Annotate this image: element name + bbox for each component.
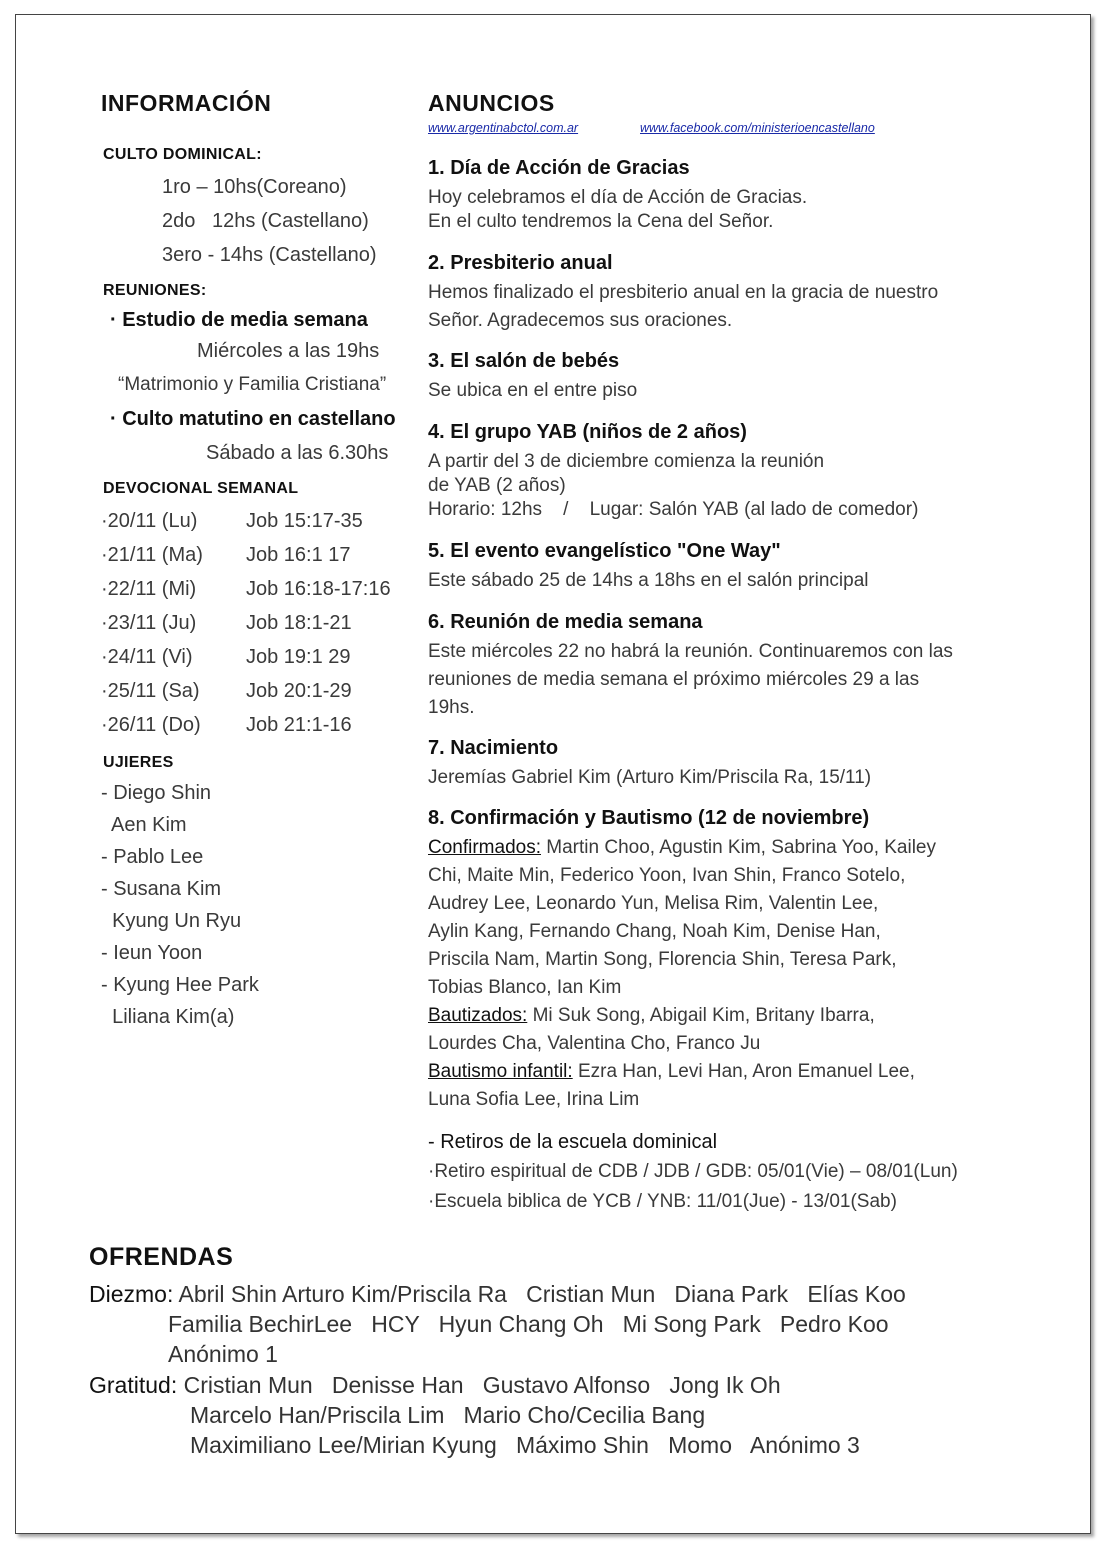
- confirmados-names: Chi, Maite Min, Federico Yoon, Ivan Shin, Franco Sotelo,: [428, 865, 906, 886]
- anuncio-1-text: Hoy celebramos el día de Acción de Gracias.: [428, 187, 808, 208]
- gratitud-names: Cristian Mun Denisse Han Gustavo Alfonso Jong Ik Oh: [177, 1372, 781, 1398]
- anuncios-title: ANUNCIOS: [428, 90, 555, 116]
- confirmados-names: Tobias Blanco, Ian Kim: [428, 977, 622, 998]
- reunion-1-time: Miércoles a las 19hs: [197, 340, 380, 362]
- confirmados-line: [428, 837, 936, 859]
- retiros-line: ·Retiro espiritual de CDB / JDB / GDB: 05/01(Vie) – 08/01(Lun): [428, 1161, 958, 1182]
- ujier-line: - Ieun Yoon: [101, 942, 203, 964]
- anuncio-4-title: 4. El grupo YAB (niños de 2 años): [428, 421, 747, 443]
- website-link[interactable]: www.argentinabctol.com.ar: [428, 121, 579, 135]
- facebook-link[interactable]: www.facebook.com/ministerioencastellano: [640, 121, 875, 135]
- gratitud-names: Maximiliano Lee/Mirian Kyung Máximo Shin Momo Anónimo 3: [190, 1432, 860, 1458]
- confirmados-names: Aylin Kang, Fernando Chang, Noah Kim, Denise Han,: [428, 921, 881, 942]
- ujier-line: Liliana Kim(a): [101, 1006, 235, 1028]
- bautizados-line: [428, 1005, 875, 1027]
- bautizados-names: Lourdes Cha, Valentina Cho, Franco Ju: [428, 1033, 761, 1054]
- devocional-ref: Job 19:1 29: [246, 646, 351, 668]
- devocional-ref: Job 16:18-17:16: [246, 578, 391, 600]
- anuncio-2-title: 2. Presbiterio anual: [428, 252, 613, 274]
- culto-item-2: 2do 12hs (Castellano): [162, 210, 369, 232]
- reunion-2-title: · Culto matutino en castellano: [110, 408, 396, 430]
- ujier-line: - Susana Kim: [101, 878, 222, 900]
- diezmo-names: Abril Shin Arturo Kim/Priscila Ra Cristian Mun Diana Park Elías Koo: [173, 1281, 906, 1307]
- devocional-day: ·24/11 (Vi): [101, 646, 193, 668]
- ujier-line: Aen Kim: [101, 814, 187, 836]
- anuncio-3-text: Se ubica en el entre piso: [428, 380, 638, 401]
- devocional-day: ·25/11 (Sa): [101, 680, 200, 702]
- gratitud-names: Marcelo Han/Priscila Lim Mario Cho/Cecilia Bang: [190, 1402, 706, 1428]
- devocional-day: ·23/11 (Ju): [101, 612, 197, 634]
- bautismo-infantil-names: Ezra Han, Levi Han, Aron Emanuel Lee,: [572, 1061, 915, 1082]
- devocional-day: ·20/11 (Lu): [101, 510, 198, 532]
- confirmados-names: Priscila Nam, Martin Song, Florencia Shin, Teresa Park,: [428, 949, 897, 970]
- reuniones-heading: REUNIONES:: [103, 282, 207, 299]
- devocional-ref: Job 16:1 17: [246, 544, 351, 566]
- ujieres-heading: UJIERES: [103, 754, 174, 771]
- info-title: INFORMACIÓN: [101, 90, 272, 116]
- anuncio-8-title: 8. Confirmación y Bautismo (12 de noviembre): [428, 807, 870, 829]
- anuncio-6-text: reuniones de media semana el próximo miércoles 29 a las: [428, 669, 920, 690]
- devocional-ref: Job 20:1-29: [246, 680, 352, 702]
- diezmo-names: Familia BechirLee HCY Hyun Chang Oh Mi Song Park Pedro Koo: [168, 1311, 889, 1337]
- devocional-heading: DEVOCIONAL SEMANAL: [103, 480, 299, 497]
- bautismo-infantil-names: Luna Sofia Lee, Irina Lim: [428, 1089, 640, 1110]
- anuncio-7-title: 7. Nacimiento: [428, 737, 559, 759]
- culto-item-3: 3ero - 14hs (Castellano): [162, 244, 377, 266]
- devocional-day: ·22/11 (Mi): [101, 578, 197, 600]
- devocional-ref: Job 15:17-35: [246, 510, 363, 532]
- ujier-line: - Kyung Hee Park: [101, 974, 259, 996]
- retiros-title: - Retiros de la escuela dominical: [428, 1131, 718, 1153]
- reunion-1-title: · Estudio de media semana: [110, 309, 368, 331]
- anuncio-5-title: 5. El evento evangelístico "One Way": [428, 540, 781, 562]
- confirmados-label: Confirmados:: [428, 837, 541, 858]
- anuncio-2-text: Hemos finalizado el presbiterio anual en la gracia de nuestro: [428, 282, 939, 303]
- gratitud-line: [89, 1372, 781, 1399]
- diezmo-label: Diezmo:: [89, 1281, 174, 1307]
- bautizados-label: Bautizados:: [428, 1005, 528, 1026]
- anuncio-1-text: En el culto tendremos la Cena del Señor.: [428, 211, 774, 232]
- confirmados-names: Martin Choo, Agustin Kim, Sabrina Yoo, Kailey: [541, 837, 937, 858]
- anuncio-4-text: de YAB (2 años): [428, 475, 566, 496]
- anuncio-4-text: Horario: 12hs / Lugar: Salón YAB (al lado de comedor): [428, 499, 919, 520]
- ujier-line: - Diego Shin: [101, 782, 212, 804]
- diezmo-line: [89, 1281, 906, 1308]
- anuncio-3-title: 3. El salón de bebés: [428, 350, 620, 372]
- devocional-ref: Job 18:1-21: [246, 612, 352, 634]
- bautizados-names: Mi Suk Song, Abigail Kim, Britany Ibarra,: [527, 1005, 875, 1026]
- gratitud-label: Gratitud:: [89, 1372, 178, 1398]
- ujier-line: - Pablo Lee: [101, 846, 204, 868]
- reunion-1-desc: “Matrimonio y Familia Cristiana”: [118, 374, 387, 395]
- anuncio-6-text: 19hs.: [428, 697, 475, 718]
- bautismo-infantil-line: [428, 1061, 915, 1083]
- devocional-day: ·26/11 (Do): [101, 714, 201, 736]
- ujier-line: Kyung Un Ryu: [101, 910, 242, 932]
- devocional-ref: Job 21:1-16: [246, 714, 352, 736]
- anuncio-4-text: A partir del 3 de diciembre comienza la reunión: [428, 451, 825, 472]
- anuncio-6-title: 6. Reunión de media semana: [428, 611, 703, 633]
- culto-heading: CULTO DOMINICAL:: [103, 146, 262, 163]
- reunion-2-time: Sábado a las 6.30hs: [206, 442, 389, 464]
- bautismo-infantil-label: Bautismo infantil:: [428, 1061, 573, 1082]
- devocional-day: ·21/11 (Ma): [101, 544, 203, 566]
- anuncio-5-text: Este sábado 25 de 14hs a 18hs en el salón principal: [428, 570, 869, 591]
- ofrendas-title: OFRENDAS: [89, 1243, 234, 1271]
- diezmo-names: Anónimo 1: [168, 1341, 278, 1367]
- retiros-line: ·Escuela biblica de YCB / YNB: 11/01(Jue) - 13/01(Sab): [428, 1191, 897, 1212]
- anuncio-6-text: Este miércoles 22 no habrá la reunión. Continuaremos con las: [428, 641, 953, 662]
- anuncio-7-text: Jeremías Gabriel Kim (Arturo Kim/Priscila Ra, 15/11): [428, 767, 872, 788]
- anuncio-1-title: 1. Día de Acción de Gracias: [428, 157, 690, 179]
- anuncio-2-text: Señor. Agradecemos sus oraciones.: [428, 310, 733, 331]
- confirmados-names: Audrey Lee, Leonardo Yun, Melisa Rim, Valentin Lee,: [428, 893, 879, 914]
- culto-item-1: 1ro – 10hs(Coreano): [162, 176, 347, 198]
